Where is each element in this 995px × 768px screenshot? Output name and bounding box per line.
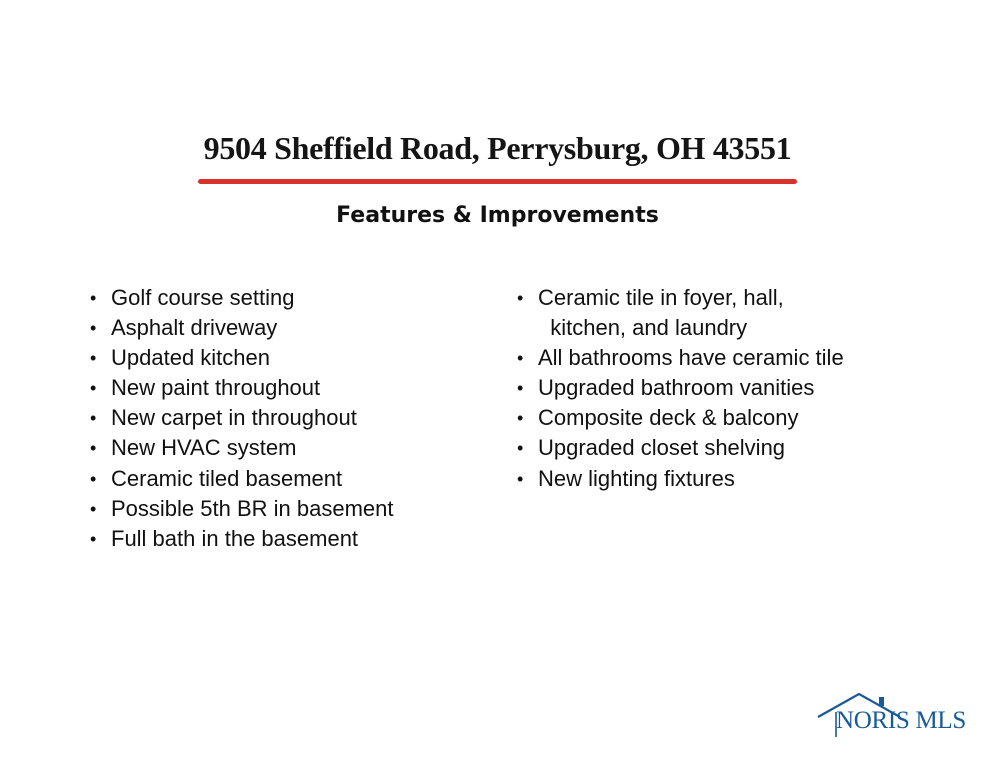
feature-item [90,343,490,373]
bullet-icon: • [90,528,97,549]
title-underline-rule [198,179,797,184]
feature-text: Upgraded bathroom vanities [538,375,815,401]
property-address-title: 9504 Sheffield Road, Perrysburg, OH 43551 [203,130,792,166]
feature-text: New paint throughout [111,375,321,401]
bullet-icon: • [90,378,97,399]
feature-item [90,373,490,403]
features-list-right [517,283,937,494]
feature-item [90,433,490,463]
feature-text: Upgraded closet shelving [538,435,786,461]
feature-item [517,373,937,403]
feature-text: Ceramic tile in foyer, hall, [538,285,784,310]
feature-text: kitchen, and laundry [538,315,748,341]
logo-text: NORIS MLS [836,707,966,734]
noris-mls-logo [816,690,981,742]
feature-item [517,464,937,494]
feature-text: New carpet in throughout [111,405,357,431]
bullet-icon: • [90,408,97,429]
feature-text: Composite deck & balcony [538,405,799,431]
feature-item [90,313,490,343]
bullet-icon: • [90,288,97,308]
bullet-icon: • [90,318,97,339]
bullet-icon: • [90,498,97,519]
feature-text: Full bath in the basement [111,525,359,551]
bullet-icon: • [517,438,524,459]
bullet-icon: • [517,468,524,489]
bullet-icon: • [517,288,524,308]
feature-item [90,524,490,554]
features-list-left [90,283,490,554]
feature-item [517,343,937,373]
feature-text: New lighting fixtures [538,465,735,491]
bullet-icon: • [517,378,524,399]
bullet-icon: • [517,408,524,429]
feature-text: Updated kitchen [111,345,270,371]
feature-item [517,403,937,433]
feature-text: New HVAC system [111,435,297,461]
bullet-icon: • [90,348,97,369]
bullet-icon: • [90,468,97,489]
feature-text: Asphalt driveway [111,315,278,341]
feature-item [90,494,490,524]
feature-item [517,313,937,343]
bullet-icon: • [517,348,524,369]
feature-item [90,403,490,433]
section-heading: Features & Improvements [336,203,659,228]
feature-item [517,433,937,463]
feature-item [90,283,490,313]
feature-text: Golf course setting [111,285,295,310]
feature-text: Possible 5th BR in basement [111,495,394,521]
feature-text: All bathrooms have ceramic tile [538,345,844,371]
feature-item [90,464,490,494]
feature-text: Ceramic tiled basement [111,465,343,491]
feature-item [517,283,937,313]
bullet-icon: • [90,438,97,459]
